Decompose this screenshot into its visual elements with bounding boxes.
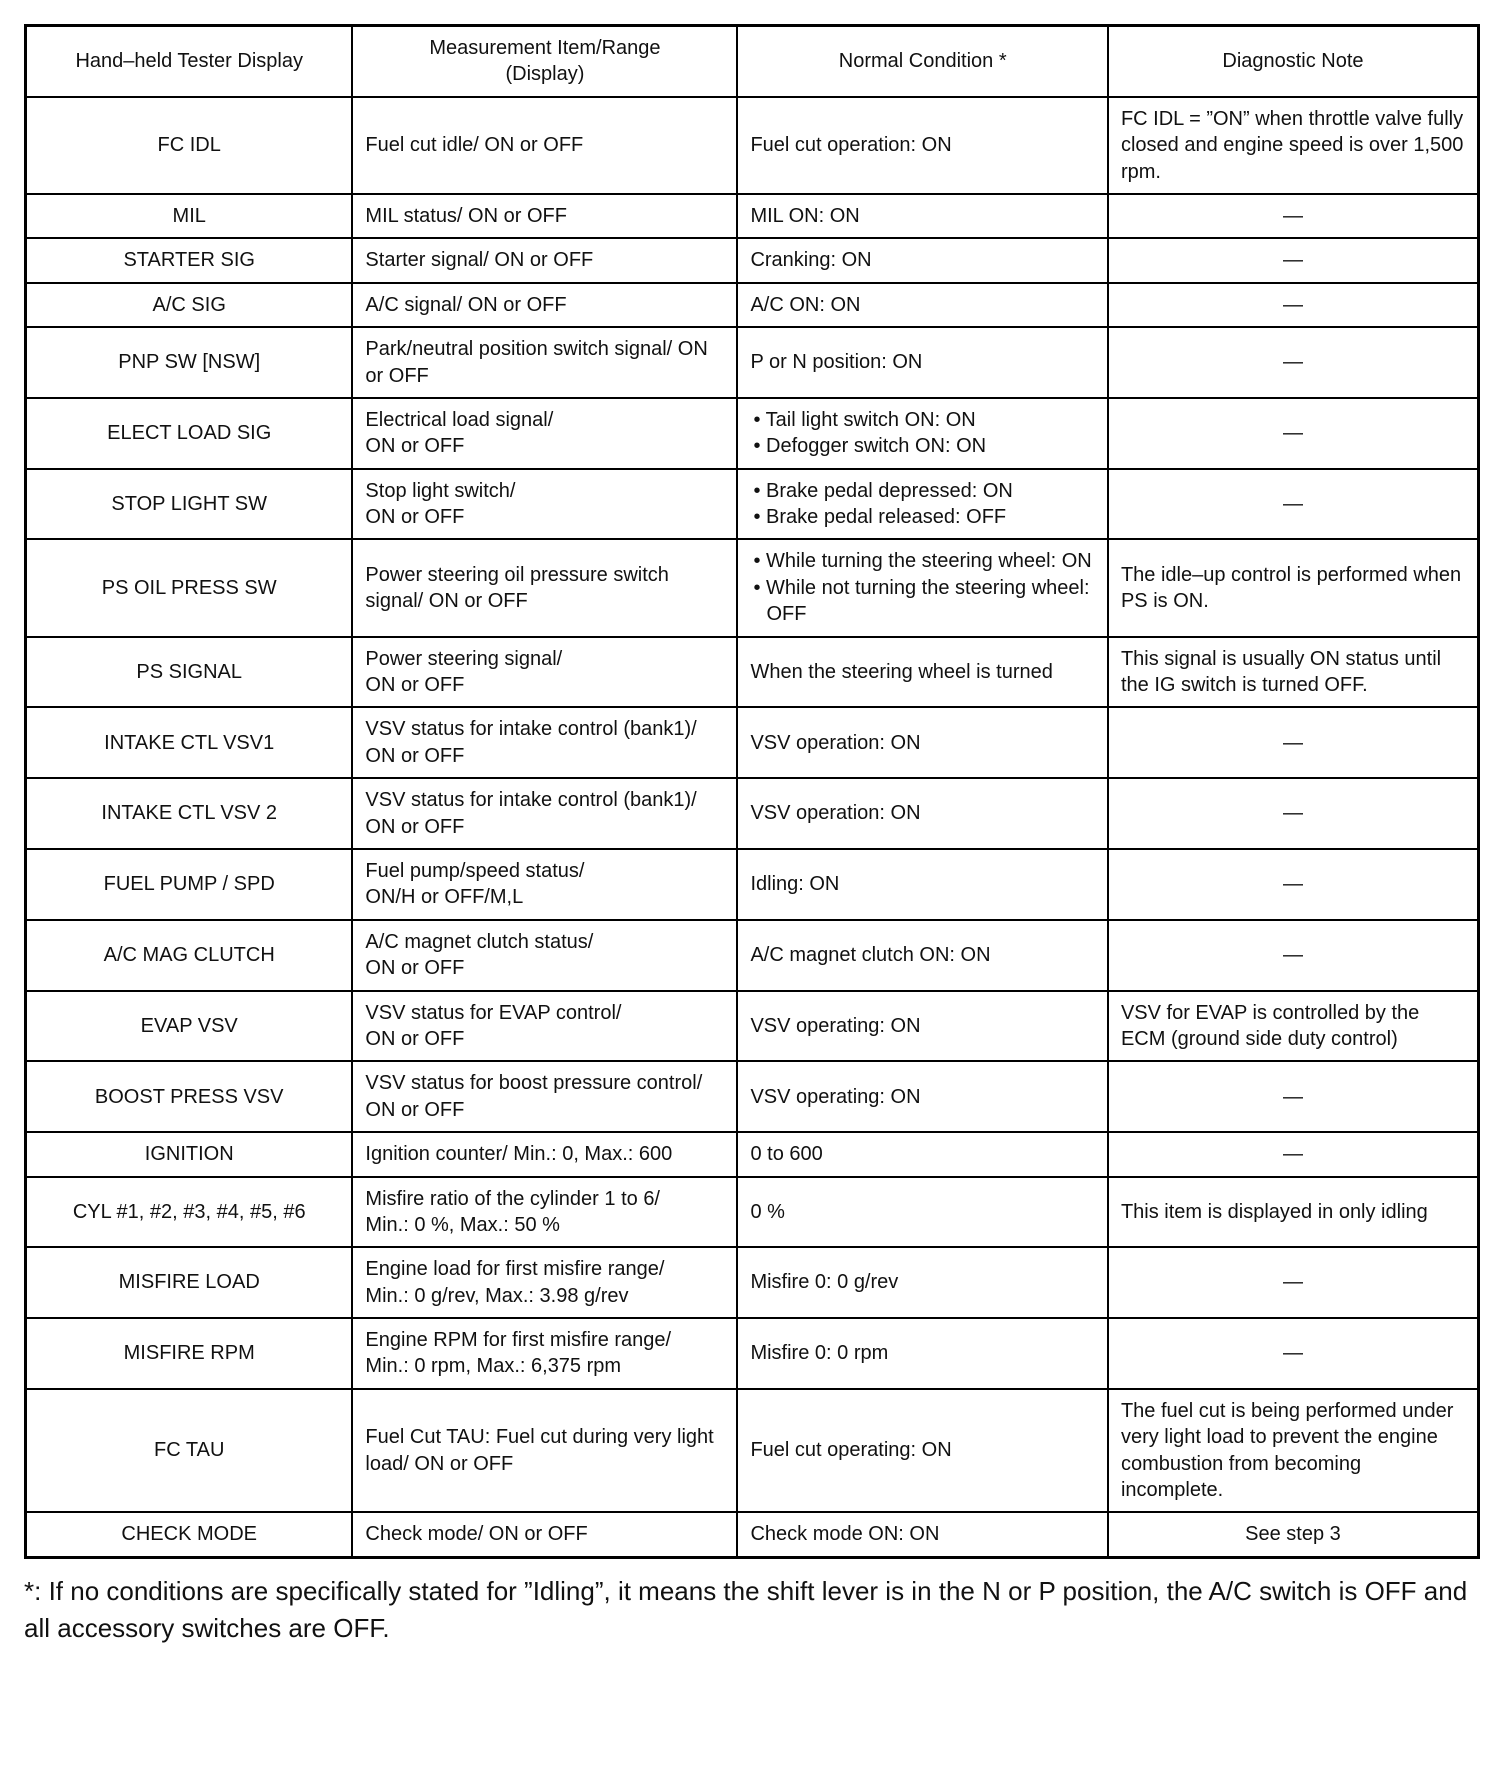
cell-line: STARTER SIG: [123, 249, 255, 272]
table-row: [26, 97, 1479, 194]
tester-display-cell: [26, 1132, 353, 1176]
cell-line: Misfire 0: 0 rpm: [750, 1342, 889, 1365]
cell-line: —: [1282, 249, 1303, 272]
cell-line: Idling: ON: [750, 873, 840, 896]
condition-cell: [737, 1512, 1108, 1557]
measurement-cell: [352, 1389, 737, 1513]
cell-line: —: [1282, 1085, 1303, 1108]
condition-cell: [737, 849, 1108, 920]
table-header: [26, 26, 1479, 97]
note-cell: [1108, 920, 1479, 991]
measurement-cell: [352, 398, 737, 469]
note-cell: [1108, 1132, 1479, 1176]
cell-line: Fuel cut idle/ ON or OFF: [365, 134, 584, 157]
table-row: [26, 1247, 1479, 1318]
note-cell: [1108, 1177, 1479, 1248]
table-row: [26, 778, 1479, 849]
cell-line: Fuel pump/speed status/: [365, 859, 585, 882]
cell-line: ON or OFF: [365, 506, 465, 529]
condition-cell: [737, 991, 1108, 1062]
cell-line: ON or OFF: [365, 435, 465, 458]
cell-line: ELECT LOAD SIG: [107, 422, 272, 445]
condition-cell: [737, 97, 1108, 194]
cell-line: The idle–up control is performed when PS is ON.: [1120, 563, 1462, 613]
cell-line: Power steering signal/: [365, 647, 563, 670]
cell-line: • Brake pedal depressed: ON: [753, 479, 1013, 502]
cell-line: STOP LIGHT SW: [111, 492, 268, 515]
note-cell: [1108, 637, 1479, 708]
cell-line: Engine RPM for first misfire range/: [365, 1329, 672, 1352]
cell-line: —: [1282, 731, 1303, 754]
note-cell: [1108, 849, 1479, 920]
measurement-cell: [352, 707, 737, 778]
cell-line: This signal is usually ON status until the IG switch is turned OFF.: [1120, 647, 1442, 697]
cell-line: —: [1282, 351, 1303, 374]
header-label: Normal Condition *: [838, 50, 1007, 73]
cell-line: This item is displayed in only idling: [1120, 1200, 1428, 1223]
cell-line: See step 3: [1245, 1523, 1341, 1546]
note-cell: [1108, 539, 1479, 636]
table-row: [26, 849, 1479, 920]
footnote-text: *: If no conditions are specifically stated for ”Idling”, it means the shift lever is in the N or P position, the A/C switch is OFF and all accessory switches are OFF.: [24, 1575, 1468, 1643]
tester-display-cell: [26, 238, 353, 282]
condition-cell: [737, 238, 1108, 282]
cell-line: Stop light switch/: [365, 479, 516, 502]
cell-line: • While turning the steering wheel: ON: [753, 550, 1092, 573]
cell-line: VSV operating: ON: [750, 1085, 921, 1108]
cell-line: Misfire 0: 0 g/rev: [750, 1271, 899, 1294]
cell-line: • Brake pedal released: OFF: [753, 506, 1007, 529]
cell-line: —: [1282, 204, 1303, 227]
table-row: [26, 539, 1479, 636]
measurement-cell: [352, 778, 737, 849]
cell-line: Fuel Cut TAU: Fuel cut during very light load/ ON or OFF: [365, 1426, 714, 1475]
tester-display-cell: [26, 1389, 353, 1513]
cell-line: The fuel cut is being performed under very light load to prevent the engine combustion from becoming incomplete.: [1120, 1399, 1454, 1502]
note-cell: [1108, 238, 1479, 282]
cell-line: VSV for EVAP is controlled by the ECM (ground side duty control): [1120, 1001, 1420, 1050]
cell-line: Cranking: ON: [750, 249, 872, 272]
condition-cell: [737, 1061, 1108, 1132]
cell-line: VSV status for intake control (bank1)/ ON or OFF: [365, 789, 697, 838]
cell-line: Misfire ratio of the cylinder 1 to 6/: [365, 1187, 660, 1210]
measurement-cell: [352, 539, 737, 636]
tester-display-cell: [26, 1318, 353, 1389]
header-label: (Display): [505, 63, 585, 86]
table-row: [26, 991, 1479, 1062]
tester-display-cell: [26, 991, 353, 1062]
tester-display-cell: [26, 778, 353, 849]
table-row: [26, 637, 1479, 708]
cell-line: Check mode/ ON or OFF: [365, 1523, 588, 1546]
measurement-cell: [352, 1132, 737, 1176]
note-cell: [1108, 1247, 1479, 1318]
cell-line: Fuel cut operation: ON: [750, 134, 952, 157]
column-header-normal-condition: [737, 26, 1108, 97]
cell-line: ON/H or OFF/M,L: [365, 886, 524, 909]
tester-display-cell: [26, 849, 353, 920]
table-row: [26, 1389, 1479, 1513]
cell-line: When the steering wheel is turned: [750, 660, 1053, 683]
condition-cell: [737, 327, 1108, 398]
cell-line: ON or OFF: [365, 1027, 465, 1050]
cell-line: A/C magnet clutch status/: [365, 930, 594, 953]
header-label: Measurement Item/Range: [429, 37, 661, 59]
cell-line: —: [1282, 422, 1303, 445]
condition-cell: [737, 1132, 1108, 1176]
tester-display-cell: [26, 1061, 353, 1132]
note-cell: [1108, 283, 1479, 327]
cell-line: P or N position: ON: [750, 351, 923, 374]
cell-line: VSV operation: ON: [750, 802, 921, 825]
table-row: [26, 283, 1479, 327]
cell-line: A/C ON: ON: [750, 293, 861, 316]
condition-cell: [737, 637, 1108, 708]
condition-cell: [737, 920, 1108, 991]
measurement-cell: [352, 238, 737, 282]
cell-line: CYL #1, #2, #3, #4, #5, #6: [72, 1200, 306, 1223]
column-header-measurement: [352, 26, 737, 97]
cell-line: FUEL PUMP / SPD: [103, 873, 275, 896]
note-cell: [1108, 991, 1479, 1062]
cell-line: ON or OFF: [365, 674, 465, 697]
note-cell: [1108, 398, 1479, 469]
condition-cell: [737, 707, 1108, 778]
tester-display-cell: [26, 1247, 353, 1318]
cell-line: • Defogger switch ON: ON: [753, 435, 987, 458]
header-label: Hand–held Tester Display: [75, 50, 303, 73]
cell-line: Min.: 0 rpm, Max.: 6,375 rpm: [365, 1355, 622, 1378]
measurement-cell: [352, 327, 737, 398]
note-cell: [1108, 1061, 1479, 1132]
table-row: [26, 1177, 1479, 1248]
cell-line: A/C magnet clutch ON: ON: [750, 943, 991, 966]
note-cell: [1108, 97, 1479, 194]
cell-line: FC IDL = ”ON” when throttle valve fully closed and engine speed is over 1,500 rpm.: [1120, 107, 1464, 183]
measurement-cell: [352, 849, 737, 920]
measurement-cell: [352, 1247, 737, 1318]
note-cell: [1108, 327, 1479, 398]
cell-line: ON or OFF: [365, 957, 465, 980]
condition-cell: [737, 539, 1108, 636]
tester-display-cell: [26, 327, 353, 398]
cell-line: BOOST PRESS VSV: [94, 1085, 284, 1108]
measurement-cell: [352, 991, 737, 1062]
note-cell: [1108, 469, 1479, 540]
measurement-cell: [352, 920, 737, 991]
measurement-cell: [352, 1512, 737, 1557]
cell-line: Check mode ON: ON: [750, 1523, 940, 1546]
column-header-diagnostic-note: [1108, 26, 1479, 97]
condition-cell: [737, 469, 1108, 540]
cell-line: Ignition counter/ Min.: 0, Max.: 600: [365, 1143, 673, 1166]
note-cell: [1108, 1512, 1479, 1557]
cell-line: Min.: 0 %, Max.: 50 %: [365, 1213, 560, 1236]
cell-line: MIL status/ ON or OFF: [365, 204, 567, 227]
table-row: [26, 238, 1479, 282]
measurement-cell: [352, 1061, 737, 1132]
header-row: [26, 26, 1479, 97]
condition-cell: [737, 1177, 1108, 1248]
cell-line: MISFIRE LOAD: [118, 1271, 260, 1294]
cell-line: MISFIRE RPM: [123, 1342, 255, 1365]
measurement-cell: [352, 1177, 737, 1248]
column-header-tester-display: [26, 26, 353, 97]
cell-line: Park/neutral position switch signal/ ON or OFF: [365, 338, 708, 387]
condition-cell: [737, 1318, 1108, 1389]
cell-line: Fuel cut operating: ON: [750, 1439, 952, 1462]
cell-line: MIL ON: ON: [750, 204, 860, 227]
table-body: [26, 97, 1479, 1558]
tester-display-cell: [26, 1177, 353, 1248]
diagnostic-data-table: [24, 24, 1480, 1559]
cell-line: —: [1282, 1143, 1303, 1166]
cell-line: 0 to 600: [750, 1143, 823, 1166]
cell-line: VSV status for boost pressure control/: [365, 1072, 703, 1095]
cell-line: • Tail light switch ON: ON: [753, 408, 976, 431]
table-row: [26, 398, 1479, 469]
note-cell: [1108, 1389, 1479, 1513]
cell-line: PNP SW [NSW]: [118, 351, 261, 374]
cell-line: INTAKE CTL VSV 2: [101, 802, 278, 825]
cell-line: • While not turning the steering wheel: OFF: [753, 576, 1090, 626]
cell-line: Starter signal/ ON or OFF: [365, 249, 594, 272]
condition-cell: [737, 1247, 1108, 1318]
measurement-cell: [352, 469, 737, 540]
note-cell: [1108, 778, 1479, 849]
cell-line: MIL: [172, 204, 206, 227]
tester-display-cell: [26, 637, 353, 708]
table-row: [26, 194, 1479, 238]
cell-line: CHECK MODE: [121, 1523, 257, 1546]
tester-display-cell: [26, 194, 353, 238]
table-row: [26, 1061, 1479, 1132]
cell-line: FC TAU: [154, 1439, 225, 1462]
condition-cell: [737, 778, 1108, 849]
condition-cell: [737, 1389, 1108, 1513]
cell-line: VSV status for EVAP control/: [365, 1001, 622, 1024]
condition-cell: [737, 283, 1108, 327]
cell-line: —: [1282, 492, 1303, 515]
table-row: [26, 469, 1479, 540]
cell-line: A/C signal/ ON or OFF: [365, 293, 567, 316]
cell-line: PS SIGNAL: [136, 660, 243, 683]
tester-display-cell: [26, 707, 353, 778]
tester-display-cell: [26, 469, 353, 540]
cell-line: A/C MAG CLUTCH: [103, 943, 275, 966]
header-label: Diagnostic Note: [1222, 50, 1364, 73]
cell-line: 0 %: [750, 1200, 785, 1223]
cell-line: —: [1282, 1271, 1303, 1294]
cell-line: ON or OFF: [365, 1098, 465, 1121]
cell-line: VSV operating: ON: [750, 1014, 921, 1037]
tester-display-cell: [26, 1512, 353, 1557]
table-row: [26, 920, 1479, 991]
tester-display-cell: [26, 97, 353, 194]
measurement-cell: [352, 194, 737, 238]
note-cell: [1108, 1318, 1479, 1389]
cell-line: Electrical load signal/: [365, 408, 554, 431]
table-row: [26, 707, 1479, 778]
measurement-cell: [352, 97, 737, 194]
cell-line: Power steering oil pressure switch signal/ ON or OFF: [365, 563, 669, 613]
cell-line: —: [1282, 293, 1303, 316]
table-row: [26, 1512, 1479, 1557]
cell-line: EVAP VSV: [140, 1014, 238, 1037]
cell-line: —: [1282, 943, 1303, 966]
table-row: [26, 327, 1479, 398]
note-cell: [1108, 707, 1479, 778]
tester-display-cell: [26, 398, 353, 469]
cell-line: —: [1282, 873, 1303, 896]
table-row: [26, 1132, 1479, 1176]
tester-display-cell: [26, 283, 353, 327]
condition-cell: [737, 398, 1108, 469]
cell-line: —: [1282, 1342, 1303, 1365]
condition-cell: [737, 194, 1108, 238]
cell-line: INTAKE CTL VSV1: [104, 731, 275, 754]
cell-line: IGNITION: [144, 1143, 234, 1166]
tester-display-cell: [26, 920, 353, 991]
measurement-cell: [352, 1318, 737, 1389]
note-cell: [1108, 194, 1479, 238]
measurement-cell: [352, 283, 737, 327]
measurement-cell: [352, 637, 737, 708]
cell-line: Engine load for first misfire range/: [365, 1258, 665, 1281]
cell-line: VSV operation: ON: [750, 731, 921, 754]
tester-display-cell: [26, 539, 353, 636]
cell-line: FC IDL: [157, 134, 221, 157]
cell-line: A/C SIG: [152, 293, 226, 316]
table-row: [26, 1318, 1479, 1389]
cell-line: PS OIL PRESS SW: [101, 576, 277, 599]
cell-line: —: [1282, 802, 1303, 825]
cell-line: VSV status for intake control (bank1)/ ON or OFF: [365, 718, 697, 767]
cell-line: Min.: 0 g/rev, Max.: 3.98 g/rev: [365, 1284, 629, 1307]
